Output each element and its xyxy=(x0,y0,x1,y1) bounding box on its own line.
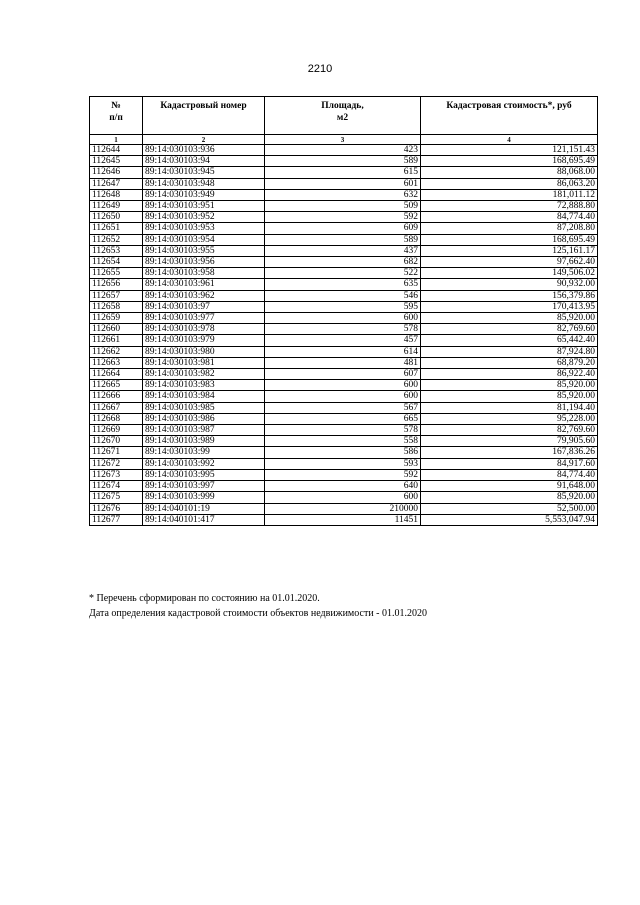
table-row xyxy=(90,413,598,424)
table-row xyxy=(90,313,598,324)
table-row xyxy=(90,268,598,279)
cadastral-number: 89:14:030103:977 xyxy=(143,313,265,324)
cadastral-value: 125,161.17 xyxy=(421,245,598,256)
area-value: 600 xyxy=(265,492,421,503)
cadastral-value: 97,662.40 xyxy=(421,257,598,268)
cadastral-number: 89:14:030103:979 xyxy=(143,335,265,346)
row-number: 112673 xyxy=(90,469,143,480)
table-row xyxy=(90,178,598,189)
cadastral-value: 82,769.60 xyxy=(421,425,598,436)
cadastral-number: 89:14:030103:962 xyxy=(143,290,265,301)
area-value: 558 xyxy=(265,436,421,447)
cadastral-value: 88,068.00 xyxy=(421,167,598,178)
area-value: 578 xyxy=(265,425,421,436)
cadastral-value: 181,011.12 xyxy=(421,189,598,200)
row-number: 112663 xyxy=(90,357,143,368)
table-row xyxy=(90,245,598,256)
area-value: 546 xyxy=(265,290,421,301)
area-value: 509 xyxy=(265,201,421,212)
table-row xyxy=(90,369,598,380)
table-row xyxy=(90,481,598,492)
cadastral-value: 149,506.02 xyxy=(421,268,598,279)
table-row xyxy=(90,425,598,436)
area-value: 600 xyxy=(265,380,421,391)
area-value: 632 xyxy=(265,189,421,200)
footnote-formed-date: * Перечень сформирован по состоянию на 01.01.2020. xyxy=(89,593,320,604)
footnotes xyxy=(89,591,427,621)
row-number: 112651 xyxy=(90,223,143,234)
row-number: 112662 xyxy=(90,346,143,357)
cadastral-number: 89:14:030103:954 xyxy=(143,234,265,245)
cadastral-number: 89:14:030103:997 xyxy=(143,481,265,492)
row-number: 112666 xyxy=(90,391,143,402)
cadastral-value: 82,769.60 xyxy=(421,324,598,335)
cadastral-value: 168,695.49 xyxy=(421,156,598,167)
area-value: 437 xyxy=(265,245,421,256)
area-value: 609 xyxy=(265,223,421,234)
cadastral-value: 90,932.00 xyxy=(421,279,598,290)
cadastral-value: 91,648.00 xyxy=(421,481,598,492)
row-number: 112667 xyxy=(90,402,143,413)
cadastral-value: 65,442.40 xyxy=(421,335,598,346)
area-value: 635 xyxy=(265,279,421,290)
area-value: 423 xyxy=(265,145,421,156)
cadastral-value: 121,151.43 xyxy=(421,145,598,156)
cadastral-table xyxy=(89,96,598,526)
area-value: 589 xyxy=(265,156,421,167)
area-value: 589 xyxy=(265,234,421,245)
area-value: 600 xyxy=(265,391,421,402)
table-row xyxy=(90,201,598,212)
table-row xyxy=(90,301,598,312)
cadastral-number: 89:14:030103:949 xyxy=(143,189,265,200)
area-value: 665 xyxy=(265,413,421,424)
column-number-row xyxy=(90,135,598,145)
cadastral-value: 156,379.86 xyxy=(421,290,598,301)
cadastral-number: 89:14:030103:948 xyxy=(143,178,265,189)
row-number: 112654 xyxy=(90,257,143,268)
area-value: 592 xyxy=(265,212,421,223)
area-value: 567 xyxy=(265,402,421,413)
cadastral-value: 85,920.00 xyxy=(421,391,598,402)
row-number: 112669 xyxy=(90,425,143,436)
table-row xyxy=(90,145,598,156)
header-cadastral-number: Кадастровый номер xyxy=(143,97,265,135)
row-number: 112674 xyxy=(90,481,143,492)
row-number: 112645 xyxy=(90,156,143,167)
cadastral-value: 5,553,047.94 xyxy=(421,514,598,525)
header-row-number: № п/п xyxy=(90,97,143,135)
table-row xyxy=(90,223,598,234)
cadastral-number: 89:14:040101:417 xyxy=(143,514,265,525)
row-number: 112675 xyxy=(90,492,143,503)
row-number: 112671 xyxy=(90,447,143,458)
table-row xyxy=(90,380,598,391)
row-number: 112658 xyxy=(90,301,143,312)
cadastral-value: 170,413.95 xyxy=(421,301,598,312)
cadastral-value: 85,920.00 xyxy=(421,313,598,324)
row-number: 112657 xyxy=(90,290,143,301)
row-number: 112672 xyxy=(90,458,143,469)
area-value: 600 xyxy=(265,313,421,324)
area-value: 615 xyxy=(265,167,421,178)
area-value: 682 xyxy=(265,257,421,268)
row-number: 112655 xyxy=(90,268,143,279)
cadastral-number: 89:14:030103:982 xyxy=(143,369,265,380)
row-number: 112652 xyxy=(90,234,143,245)
area-value: 640 xyxy=(265,481,421,492)
row-number: 112677 xyxy=(90,514,143,525)
column-number: 4 xyxy=(421,135,598,145)
cadastral-number: 89:14:030103:978 xyxy=(143,324,265,335)
cadastral-value: 84,774.40 xyxy=(421,212,598,223)
area-value: 592 xyxy=(265,469,421,480)
column-number: 1 xyxy=(90,135,143,145)
footnote-valuation-date: Дата определения кадастровой стоимости объектов недвижимости - 01.01.2020 xyxy=(89,608,428,619)
cadastral-value: 86,922.40 xyxy=(421,369,598,380)
header-area: Площадь, м2 xyxy=(265,97,421,135)
row-number: 112668 xyxy=(90,413,143,424)
area-value: 11451 xyxy=(265,514,421,525)
cadastral-value: 85,920.00 xyxy=(421,380,598,391)
cadastral-value: 72,888.80 xyxy=(421,201,598,212)
table-row xyxy=(90,234,598,245)
area-value: 607 xyxy=(265,369,421,380)
area-value: 586 xyxy=(265,447,421,458)
cadastral-number: 89:14:030103:951 xyxy=(143,201,265,212)
area-value: 578 xyxy=(265,324,421,335)
cadastral-number: 89:14:030103:956 xyxy=(143,257,265,268)
cadastral-number: 89:14:030103:995 xyxy=(143,469,265,480)
cadastral-number: 89:14:040101:19 xyxy=(143,503,265,514)
table-row xyxy=(90,279,598,290)
row-number: 112647 xyxy=(90,178,143,189)
header-cadastral-value: Кадастровая стоимость*, руб xyxy=(421,97,598,135)
table-row xyxy=(90,156,598,167)
page-number: 2210 xyxy=(307,63,333,75)
cadastral-number: 89:14:030103:99 xyxy=(143,447,265,458)
cadastral-number: 89:14:030103:992 xyxy=(143,458,265,469)
cadastral-value: 79,905.60 xyxy=(421,436,598,447)
table-row xyxy=(90,514,598,525)
cadastral-number: 89:14:030103:989 xyxy=(143,436,265,447)
cadastral-number: 89:14:030103:936 xyxy=(143,145,265,156)
area-value: 593 xyxy=(265,458,421,469)
cadastral-value: 52,500.00 xyxy=(421,503,598,514)
row-number: 112665 xyxy=(90,380,143,391)
table-row xyxy=(90,290,598,301)
cadastral-number: 89:14:030103:97 xyxy=(143,301,265,312)
cadastral-number: 89:14:030103:94 xyxy=(143,156,265,167)
cadastral-number: 89:14:030103:961 xyxy=(143,279,265,290)
cadastral-number: 89:14:030103:945 xyxy=(143,167,265,178)
table-row xyxy=(90,167,598,178)
area-value: 481 xyxy=(265,357,421,368)
cadastral-value: 84,774.40 xyxy=(421,469,598,480)
cadastral-number: 89:14:030103:952 xyxy=(143,212,265,223)
cadastral-value: 95,228.00 xyxy=(421,413,598,424)
table-row xyxy=(90,324,598,335)
table-row xyxy=(90,335,598,346)
cadastral-number: 89:14:030103:999 xyxy=(143,492,265,503)
row-number: 112656 xyxy=(90,279,143,290)
area-value: 595 xyxy=(265,301,421,312)
table-row xyxy=(90,212,598,223)
table-row xyxy=(90,257,598,268)
row-number: 112646 xyxy=(90,167,143,178)
cadastral-value: 86,063.20 xyxy=(421,178,598,189)
table-row xyxy=(90,469,598,480)
area-value: 522 xyxy=(265,268,421,279)
row-number: 112650 xyxy=(90,212,143,223)
row-number: 112670 xyxy=(90,436,143,447)
cadastral-number: 89:14:030103:983 xyxy=(143,380,265,391)
row-number: 112648 xyxy=(90,189,143,200)
column-number: 3 xyxy=(265,135,421,145)
area-value: 457 xyxy=(265,335,421,346)
cadastral-value: 85,920.00 xyxy=(421,492,598,503)
cadastral-number: 89:14:030103:953 xyxy=(143,223,265,234)
cadastral-value: 87,208.80 xyxy=(421,223,598,234)
table-row xyxy=(90,391,598,402)
row-number: 112649 xyxy=(90,201,143,212)
table-body xyxy=(90,145,598,526)
table-row xyxy=(90,458,598,469)
cadastral-value: 81,194.40 xyxy=(421,402,598,413)
cadastral-value: 168,695.49 xyxy=(421,234,598,245)
table-row xyxy=(90,357,598,368)
cadastral-value: 68,879.20 xyxy=(421,357,598,368)
cadastral-number: 89:14:030103:981 xyxy=(143,357,265,368)
row-number: 112676 xyxy=(90,503,143,514)
cadastral-value: 167,836.26 xyxy=(421,447,598,458)
area-value: 614 xyxy=(265,346,421,357)
row-number: 112653 xyxy=(90,245,143,256)
cadastral-value: 87,924.80 xyxy=(421,346,598,357)
table-row xyxy=(90,503,598,514)
area-value: 210000 xyxy=(265,503,421,514)
table-row xyxy=(90,189,598,200)
table-row xyxy=(90,436,598,447)
cadastral-number: 89:14:030103:955 xyxy=(143,245,265,256)
cadastral-number: 89:14:030103:980 xyxy=(143,346,265,357)
row-number: 112661 xyxy=(90,335,143,346)
cadastral-number: 89:14:030103:958 xyxy=(143,268,265,279)
table-header-row xyxy=(90,97,598,135)
cadastral-number: 89:14:030103:986 xyxy=(143,413,265,424)
row-number: 112644 xyxy=(90,145,143,156)
row-number: 112659 xyxy=(90,313,143,324)
table-row xyxy=(90,447,598,458)
cadastral-value: 84,917.60 xyxy=(421,458,598,469)
row-number: 112664 xyxy=(90,369,143,380)
cadastral-number: 89:14:030103:985 xyxy=(143,402,265,413)
table-row xyxy=(90,402,598,413)
cadastral-number: 89:14:030103:987 xyxy=(143,425,265,436)
row-number: 112660 xyxy=(90,324,143,335)
area-value: 601 xyxy=(265,178,421,189)
table-row xyxy=(90,346,598,357)
column-number: 2 xyxy=(143,135,265,145)
table-row xyxy=(90,492,598,503)
cadastral-number: 89:14:030103:984 xyxy=(143,391,265,402)
